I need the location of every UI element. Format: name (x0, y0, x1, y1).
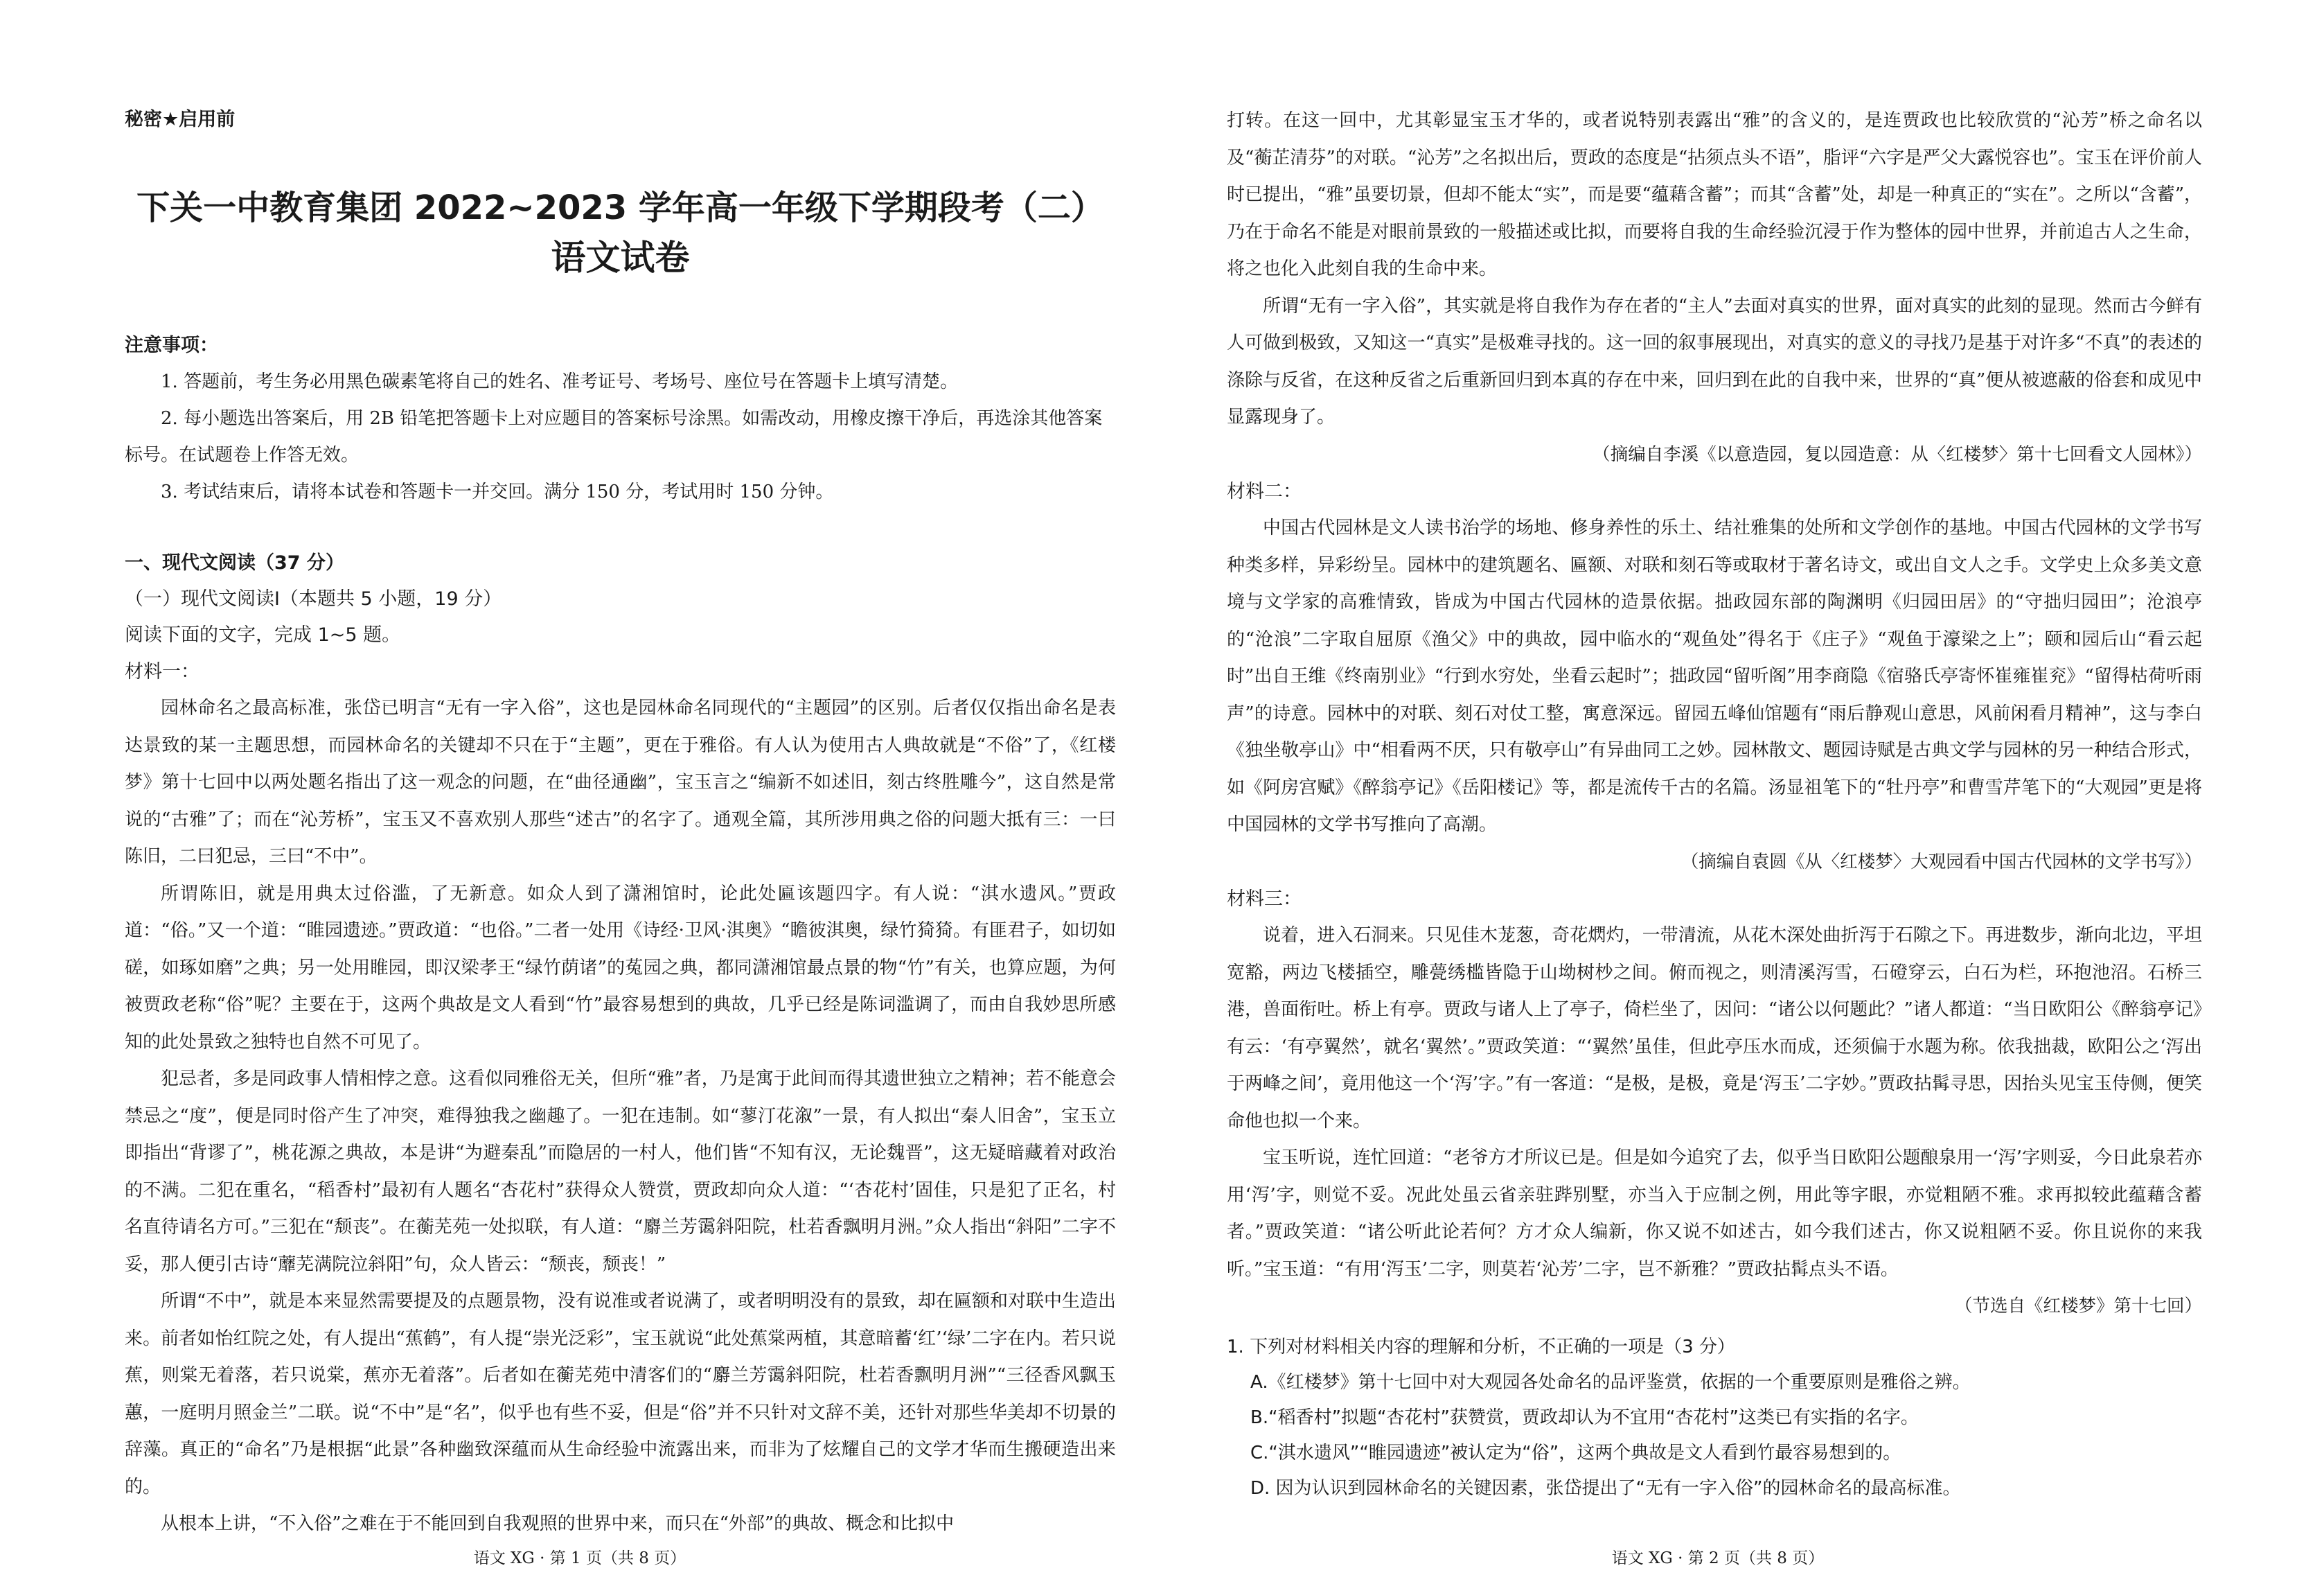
material-1-paragraph: 所谓“无有一字入俗”，其实就是将自我作为存在者的“主人”去面对真实的世界，面对真实的此刻的显现。然而古今鲜有人可做到极致，又知这一“真实”是极难寻找的。这一回的叙事展现出，对真实的意义的寻找乃是基于对许多“不真”的表述的涤除与反省，在这种反省之后重新回归到本真的存在中来，回归到在此的自我中来，世界的“真”便从被遮蔽的俗套和成见中显露现身了。 (1227, 295, 2202, 428)
material-3-paragraph: 宝玉听说，连忙回道：“老爷方才所议已是。但是如今追究了去，似乎当日欧阳公题酿泉用一‘泻’字则妥，今日此泉若亦用‘泻’字，则觉不妥。况此处虽云省亲驻跸别墅，亦当入于应制之例，用此等字眼，亦觉粗陋不雅。求再拟较此蕴藉含蓄者。”贾政笑道：“诸公听此论若何？方才众人编新，你又说不如述古，如今我们述古，你又说粗陋不妥。你且说你的来我听。”宝玉道：“有用‘泻玉’二字，则莫若‘沁芳’二字，岂不新雅？”贾政拈髯点头不语。 (1227, 1147, 2202, 1280)
page-1-footer: 语文 XG · 第 1 页（共 8 页） (473, 1549, 686, 1567)
source-citation-3: （节选自《红楼梦》第十七回） (1954, 1296, 2202, 1317)
material-2-label: 材料二： (1227, 481, 1302, 502)
material-2-paragraph: 中国古代园林是文人读书治学的场地、修身养性的乐土、结社雅集的处所和文学创作的基地。中国古代园林的文学书写种类多样，异彩纷呈。园林中的建筑题名、匾额、对联和刻石等或取材于著名诗文，或出自文人之手。文学史上众多美文意境与文学家的高雅情致，皆成为中国古代园林的造景依据。拙政园东部的陶渊明《归园田居》的“守拙归园田”；沧浪亭的“沧浪”二字取自屈原《渔父》中的典故，园中临水的“观鱼处”得名于《庄子》“观鱼于濠梁之上”；颐和园后山“看云起时”出自王维《终南别业》“行到水穷处，坐看云起时”；拙政园“留听阁”用李商隐《宿骆氏亭寄怀崔雍崔兖》“留得枯荷听雨声”的诗意。园林中的对联、刻石对仗工整，寓意深远。留园五峰仙馆题有“雨后静观山意思，风前闲看月精神”，这与李白《独坐敬亭山》中“相看两不厌，只有敬亭山”有异曲同工之妙。园林散文、题园诗赋是古典文学与园林的另一种结合形式，如《阿房宫赋》《醉翁亭记》《岳阳楼记》等，都是流传千古的名篇。汤显祖笔下的“牡丹亭”和曹雪芹笔下的“大观园”更是将中国园林的文学书写推向了高潮。 (1227, 518, 2202, 835)
page-2-footer: 语文 XG · 第 2 页（共 8 页） (1611, 1549, 1825, 1567)
material-1-label: 材料一： (125, 661, 199, 683)
material-1-paragraph: 犯忌者，多是同政事人情相悖之意。这看似同雅俗无关，但所“雅”者，乃是寓于此间而得其遗世独立之精神；若不能意会禁忌之“度”，便是同时俗产生了冲突，难得独我之幽趣了。一犯在违制。如“蓼汀花溆”一景，有人拟出“秦人旧舍”，宝玉立即指出“背谬了”，桃花源之典故，本是讲“为避秦乱”而隐居的一村人，他们皆“不知有汉，无论魏晋”，这无疑暗藏着对政治的不满。二犯在重名，“稻香村”最初有人题名“杏花村”获得众人赞赏，贾政却向众人道：“‘杏花村’固佳，只是犯了正名，村名直待请名方可。”三犯在“颓丧”。在蘅芜苑一处拟联，有人道：“麝兰芳霭斜阳院，杜若香飘明月洲。”众人指出“斜阳”二字不妥，那人便引古诗“蘼芜满院泣斜阳”句，众人皆云：“颓丧，颓丧！” (125, 1068, 1116, 1275)
notes-heading: 注意事项： (125, 335, 218, 356)
material-3-paragraph: 说着，进入石洞来。只见佳木茏葱，奇花熌灼，一带清流，从花木深处曲折泻于石隙之下。再进数步，渐向北边，平坦宽豁，两边飞楼插空，雕甍绣槛皆隐于山坳树杪之间。俯而视之，则清溪泻雪，石磴穿云，白石为栏，环抱池沼。石桥三港，兽面衔吐。桥上有亭。贾政与诸人上了亭子，倚栏坐了，因问：“诸公以何题此？”诸人都道：“当日欧阳公《醉翁亭记》有云：‘有亭翼然’，就名‘翼然’。”贾政笑道：“‘翼然’虽佳，但此亭压水而成，还须偏于水题为称。依我拙裁，欧阳公之‘泻出于两峰之间’，竟用他这一个‘泻’字。”有一客道：“是极，是极，竟是‘泻玉’二字妙。”贾政拈髯寻思，因抬头见宝玉侍侧，便笑命他也拟一个来。 (1227, 925, 2202, 1132)
question-1-option-d: D. 因为认识到园林命名的关键因素，张岱提出了“无有一字入俗”的园林命名的最高标准。 (1250, 1477, 1961, 1499)
note-item: 1. 答题前，考生务必用黑色碳素笔将自己的姓名、准考证号、考场号、座位号在答题卡上填写清楚。 (161, 371, 959, 392)
material-1-paragraph: 所谓陈旧，就是用典太过俗滥，了无新意。如众人到了潇湘馆时，论此处匾该题四字。有人说：“淇水遗风。”贾政道：“俗。”又一个道：“睢园遗迹。”贾政道：“也俗。”二者一处用《诗经·卫风·淇奥》“瞻彼淇奥，绿竹猗猗。有匪君子，如切如磋，如琢如磨”之典；另一处用睢园，即汉梁孝王“绿竹荫诸”的菟园之典，都同潇湘馆最点景的物“竹”有关，也算应题，为何被贾政老称“俗”呢？主要在于，这两个典故是文人看到“竹”最容易想到的典故，几乎已经是陈词滥调了，而由自我妙思所感知的此处景致之独特也自然不可见了。 (125, 883, 1116, 1053)
question-1-option-b: B.“稻香村”拟题“杏花村”获赞赏，贾政却认为不宜用“杏花村”这类已有实指的名字。 (1250, 1407, 1919, 1428)
source-citation-2: （摘编自袁圆《从〈红楼梦〉大观园看中国古代园林的文学书写》） (1680, 851, 2202, 872)
exam-subject-title: 语文试卷 (551, 238, 690, 278)
page-2 (1162, 0, 2324, 1593)
section-heading: 一、现代文阅读（37 分） (125, 552, 344, 574)
question-1-option-a: A.《红楼梦》第十七回中对大观园各处命名的品评鉴赏，依据的一个重要原则是雅俗之辨。 (1250, 1371, 1971, 1393)
note-item: 3. 考试结束后，请将本试卷和答题卡一并交回。满分 150 分，考试用时 150 分钟。 (161, 482, 834, 502)
subsection-heading: （一）现代文阅读Ⅰ（本题共 5 小题，19 分） (125, 588, 502, 610)
secret-label: 秘密★启用前 (125, 109, 236, 130)
question-1-stem: 1. 下列对材料相关内容的理解和分析，不正确的一项是（3 分） (1227, 1336, 1735, 1357)
exam-title: 下关一中教育集团 2022~2023 学年高一年级下学期段考（二） (136, 188, 1104, 227)
material-3-label: 材料三： (1227, 888, 1302, 910)
material-1-paragraph: 所谓“不中”，就是本来显然需要提及的点题景物，没有说准或者说满了，或者明明没有的景致，却在匾额和对联中生造出来。前者如怡红院之处，有人提出“蕉鹤”，有人提“崇光泛彩”，宝玉就说“此处蕉棠两植，其意暗蓄‘红’‘绿’二字在内。若只说蕉，则棠无着落，若只说棠，蕉亦无着落”。后者如在蘅芜苑中清客们的“麝兰芳霭斜阳院，杜若香飘明月洲”“三径香风飘玉蕙，一庭明月照金兰”二联。说“不中”是“名”，似乎也有些不妥，但是“俗”并不只针对文辞不美，还针对那些华美却不切景的辞藻。真正的“命名”乃是根据“此景”各种幽致深蕴而从生命经验中流露出来，而非为了炫耀自己的文学才华而生搬硬造出来的。 (125, 1291, 1116, 1497)
question-1-option-c: C.“淇水遗风”“睢园遗迹”被认定为“俗”，这两个典故是文人看到竹最容易想到的。 (1250, 1442, 1901, 1463)
material-1-paragraph: 园林命名之最高标准，张岱已明言“无有一字入俗”，这也是园林命名同现代的“主题园”的区别。后者仅仅指出命名是表达景致的某一主题思想，而园林命名的关键却不只在于“主题”，更在于雅俗。有人认为使用古人典故就是“不俗”了，《红楼梦》第十七回中以两处题名指出了这一观念的问题，在“曲径通幽”，宝玉言之“编新不如述旧，刻古终胜雕今”，这自然是常说的“古雅”了；而在“沁芳桥”，宝玉又不喜欢别人那些“述古”的名字了。通观全篇，其所涉用典之俗的问题大抵有三：一曰陈旧，二曰犯忌，三曰“不中”。 (125, 698, 1116, 867)
source-citation-1: （摘编自李溪《以意造园，复以园造意：从〈红楼梦〉第十七回看文人园林》） (1593, 443, 2202, 465)
note-item: 2. 每小题选出答案后，用 2B 铅笔把答题卡上对应题目的答案标号涂黑。如需改动，用橡皮擦干净后，再选涂其他答案标号。在试题卷上作答无效。 (125, 408, 1103, 466)
reading-instruction: 阅读下面的文字，完成 1~5 题。 (125, 624, 401, 646)
material-1-paragraph: 从根本上讲，“不入俗”之难在于不能回到自我观照的世界中来，而只在“外部”的典故、概念和比拟中 (161, 1513, 955, 1534)
material-1-continued: 打转。在这一回中，尤其彰显宝玉才华的，或者说特别表露出“雅”的含义的，是连贾政也比较欣赏的“沁芳”桥之命名以及“蘅芷清芬”的对联。“沁芳”之名拟出后，贾政的态度是“拈须点头不语”，脂评“六字是严父大露悦容也”。宝玉在评价前人时已提出，“雅”虽要切景，但却不能太“实”，而是要“蕴藉含蓄”；而其“含蓄”处，却是一种真正的“实在”。之所以“含蓄”，乃在于命名不能是对眼前景致的一般描述或比拟，而要将自我的生命经验沉浸于作为整体的园中世界，并前追古人之生命，将之也化入此刻自我的生命中来。 (1227, 110, 2202, 279)
